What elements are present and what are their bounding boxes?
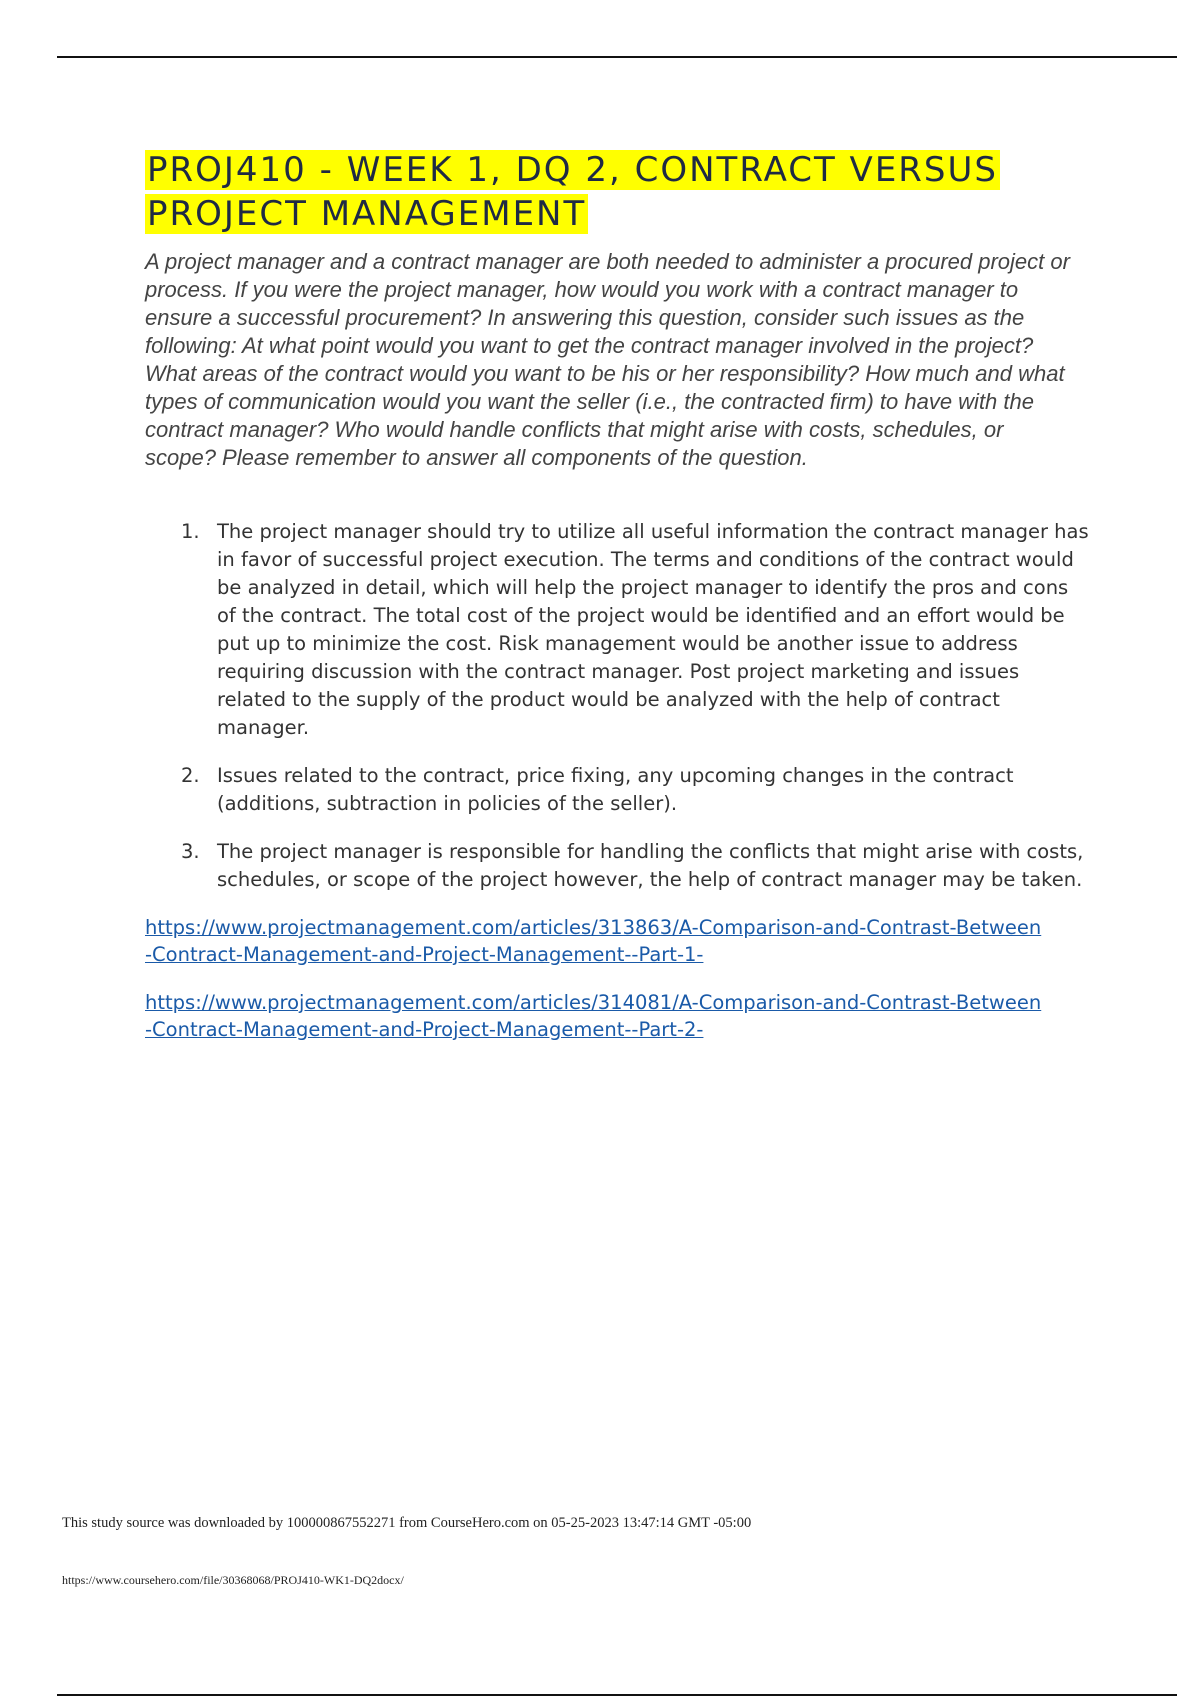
document-body [145, 148, 1089, 1064]
discussion-prompt: A project manager and a contract manager are both needed to administer a procured project or process. If you were the project manager, how would you work with a contract manager to ensure a successful procurement? In answering this question, consider such issues as the following: At what point would you want to get the contract manager involved in the project? What areas of the contract would you want to be his or her responsibility? How much and what types of communication would you want the seller (i.e., the contracted firm) to have with the contract manager? Who would handle conflicts that might arise with costs, schedules, or scope? Please remember to answer all components of the question. [145, 249, 1070, 470]
answer-text: The project manager is responsible for handling the conflicts that might arise with costs, schedules, or scope of the project however, the help of contract manager may be taken. [217, 840, 1084, 891]
reference-link-part-2[interactable]: https://www.projectmanagement.com/articles/314081/A-Comparison-and-Contrast-Between-Contract-Management-and-Project-Management--Part-2- [145, 991, 1042, 1041]
answer-list [145, 518, 1089, 894]
answer-text: The project manager should try to utilize all useful information the contract manager has in favor of successful project execution. The terms and conditions of the contract would be analyzed in detail, which will help the project manager to identify the pros and cons of the contract. The total cost of the project would be identified and an effort would be put up to minimize the cost. Risk management would be another issue to address requiring discussion with the contract manager. Post project marketing and issues related to the supply of the product would be analyzed with the help of contract manager. [217, 520, 1089, 739]
answer-item [145, 762, 1092, 818]
top-rule [57, 56, 1177, 58]
answer-number: 1. [181, 520, 200, 543]
reference-links [145, 914, 1085, 1043]
answer-number: 3. [181, 840, 200, 863]
download-notice: This study source was downloaded by 100000867552271 from CourseHero.com on 05-25-2023 13:47:14 GMT -05:00 [62, 1515, 752, 1531]
reference-link-part-1[interactable]: https://www.projectmanagement.com/articles/313863/A-Comparison-and-Contrast-Between-Contract-Management-and-Project-Management--Part-1- [145, 916, 1042, 966]
page-title-text: PROJ410 - WEEK 1, DQ 2, CONTRACT VERSUS PROJECT MANAGEMENT [147, 150, 998, 234]
page-title [145, 148, 1085, 236]
bottom-rule [57, 1694, 1177, 1696]
answer-item [145, 838, 1092, 894]
answer-text: Issues related to the contract, price fixing, any upcoming changes in the contract (additions, subtraction in policies of the seller). [217, 764, 1014, 815]
answer-item [145, 518, 1092, 742]
answer-number: 2. [181, 764, 200, 787]
source-url: https://www.coursehero.com/file/30368068/PROJ410-WK1-DQ2docx/ [62, 1573, 404, 1587]
